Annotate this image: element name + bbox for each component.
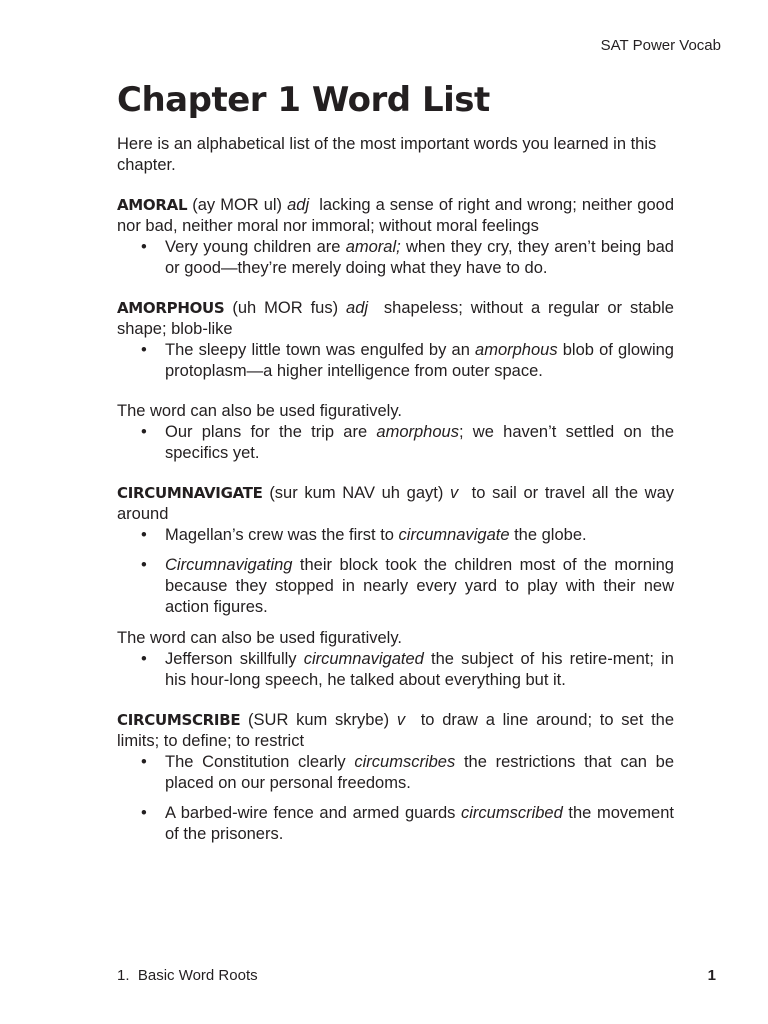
entry-pronunciation: (ay MOR ul) bbox=[192, 196, 283, 214]
example-item: • Jefferson skillfully circumnavigated the subject of his retire-ment; in his hour-long speech, he talked about everything but it. bbox=[165, 649, 674, 691]
entry-definition bbox=[117, 483, 674, 525]
entry-definition-text: to sail or travel all the way around bbox=[117, 484, 675, 523]
example-item: • Circumnavigating their block took the children most of the morning because they stopped in nearly every yard to play with their new action figures. bbox=[165, 555, 674, 618]
entry-word: CIRCUMNAVIGATE bbox=[117, 484, 263, 502]
word-entry-circumnavigate bbox=[117, 483, 674, 691]
footer-chapter-label: 1. Basic Word Roots bbox=[117, 967, 258, 984]
running-header: SAT Power Vocab bbox=[600, 37, 721, 54]
example-item: • The sleepy little town was engulfed by an amorphous blob of glowing protoplasm—a higher intelligence from outer space. bbox=[165, 340, 674, 382]
example-item: • Magellan’s crew was the first to circumnavigate the globe. bbox=[165, 525, 674, 546]
entry-part-of-speech: adj bbox=[346, 299, 369, 317]
figurative-note: The word can also be used figuratively. bbox=[117, 629, 402, 647]
footer-page-number: 1 bbox=[707, 967, 716, 984]
entry-definition-text: shapeless; without a regular or stable shape; blob-like bbox=[117, 299, 674, 338]
page-title: Chapter 1 Word List bbox=[117, 80, 490, 120]
entry-definition-text: to draw a line around; to set the limits; to define; to restrict bbox=[117, 711, 675, 750]
entry-pronunciation: (SUR kum skrybe) bbox=[248, 711, 390, 729]
example-list bbox=[117, 340, 674, 382]
page-body bbox=[117, 80, 674, 864]
word-entry-amorphous bbox=[117, 298, 674, 464]
example-list bbox=[117, 237, 674, 279]
entry-word: AMORPHOUS bbox=[117, 299, 225, 317]
entry-definition bbox=[117, 298, 674, 340]
example-list bbox=[117, 422, 674, 464]
entry-part-of-speech: adj bbox=[287, 196, 310, 214]
example-item: • The Constitution clearly circumscribes the restrictions that can be placed on our personal freedoms. bbox=[165, 752, 674, 794]
entry-definition bbox=[117, 710, 674, 752]
example-list bbox=[117, 752, 674, 845]
word-entry-amoral bbox=[117, 195, 674, 279]
entry-part-of-speech: v bbox=[450, 484, 459, 502]
example-item: • Very young children are amoral; when they cry, they aren’t being bad or good—they’re merely doing what they have to do. bbox=[165, 237, 674, 279]
entry-pronunciation: (uh MOR fus) bbox=[232, 299, 339, 317]
entry-definition bbox=[117, 195, 674, 237]
word-entry-circumscribe bbox=[117, 710, 674, 845]
entry-word: CIRCUMSCRIBE bbox=[117, 711, 241, 729]
entry-part-of-speech: v bbox=[396, 711, 406, 729]
example-list bbox=[117, 525, 674, 618]
entry-pronunciation: (sur kum NAV uh gayt) bbox=[269, 484, 444, 502]
example-list bbox=[117, 649, 674, 691]
entry-word: AMORAL bbox=[117, 196, 188, 214]
intro-paragraph: Here is an alphabetical list of the most important words you learned in this chapter. bbox=[117, 135, 657, 174]
example-item: • A barbed-wire fence and armed guards circumscribed the movement of the prisoners. bbox=[165, 803, 674, 845]
figurative-note: The word can also be used figuratively. bbox=[117, 402, 402, 420]
entry-definition-text: lacking a sense of right and wrong; neither good nor bad, neither moral nor immoral; without moral feelings bbox=[117, 196, 675, 235]
example-item: • Our plans for the trip are amorphous; we haven’t settled on the specifics yet. bbox=[165, 422, 674, 464]
